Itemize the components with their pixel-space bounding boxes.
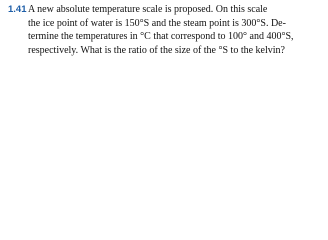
problem-text-line-4: respectively. What is the ratio of the size of the °S to the kelvin? xyxy=(28,44,285,56)
problem-text-line-2: the ice point of water is 150°S and the steam point is 300°S. De- xyxy=(28,17,286,29)
problem-block xyxy=(0,0,328,68)
problem-line-1 xyxy=(8,3,322,17)
problem-text-line-3: termine the temperatures in °C that correspond to 100° and 400°S, xyxy=(28,31,294,42)
problem-number: 1.41 xyxy=(8,4,27,15)
problem-text-line-1: A new absolute temperature scale is proposed. On this scale xyxy=(28,4,268,15)
